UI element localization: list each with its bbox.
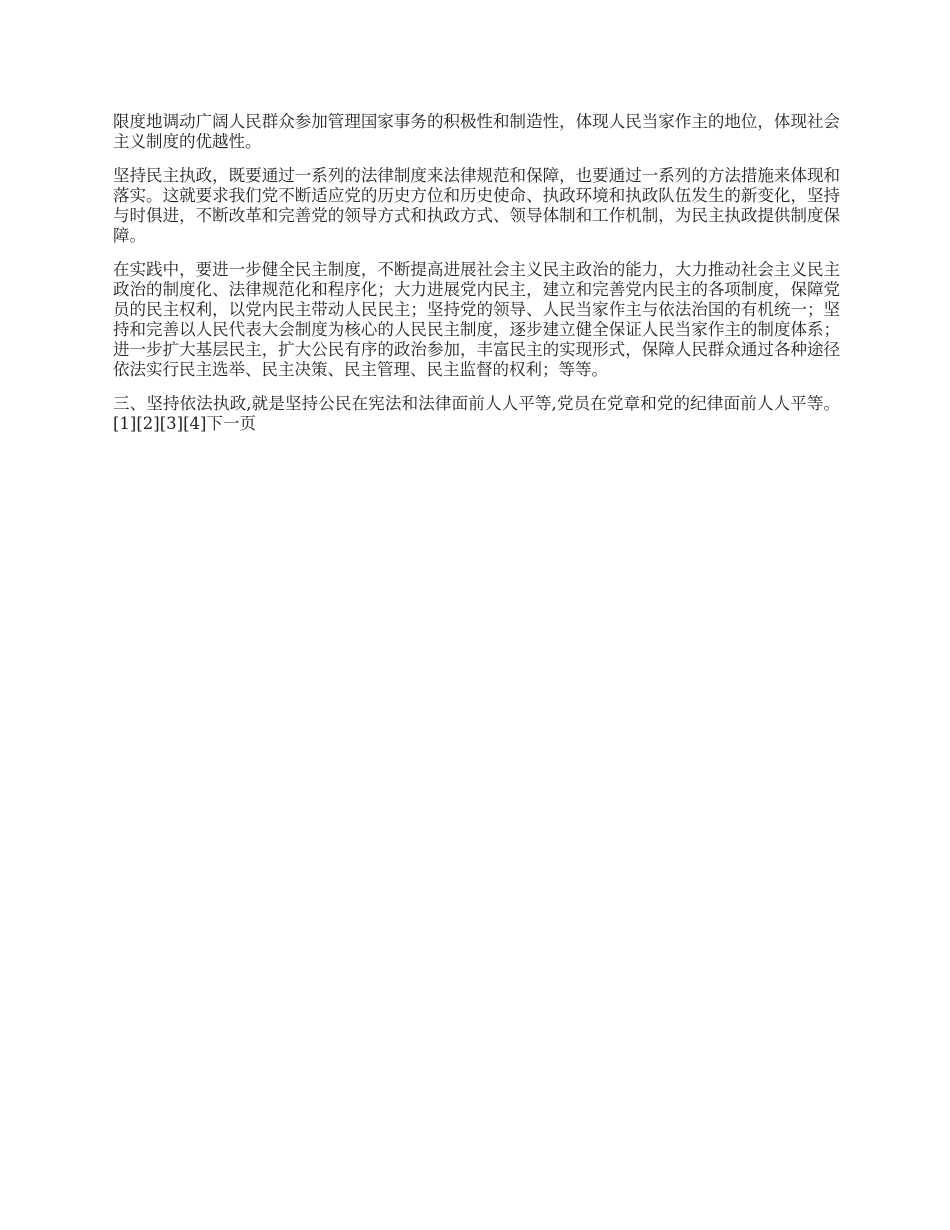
paragraph-1: 限度地调动广阔人民群众参加管理国家事务的积极性和制造性，体现人民当家作主的地位，体现社会主义制度的优越性。 (113, 112, 840, 151)
next-page-link[interactable]: 下一页 (206, 414, 256, 433)
page-link-3[interactable]: [3] (159, 414, 184, 433)
document-body (113, 112, 840, 448)
page-link-4[interactable]: [4] (183, 414, 207, 433)
page-link-2[interactable]: [2] (136, 414, 160, 433)
page-link-1[interactable]: [1] (113, 414, 137, 433)
paragraph-3: 在实践中，要进一步健全民主制度，不断提高进展社会主义民主政治的能力，大力推动社会主义民主政治的制度化、法律规范化和程序化；大力进展党内民主，建立和完善党内民主的各项制度，保障党员的民主权利，以党内民主带动人民民主；坚持党的领导、人民当家作主与依法治国的有机统一；坚持和完善以人民代表大会制度为核心的人民民主制度，逐步建立健全保证人民当家作主的制度体系；进一步扩大基层民主，扩大公民有序的政治参加，丰富民主的实现形式，保障人民群众通过各种途径依法实行民主选举、民主决策、民主管理、民主监督的权利；等等。 (113, 260, 840, 379)
paragraph-4-text: 三、坚持依法执政,就是坚持公民在宪法和法律面前人人平等,党员在党章和党的纪律面前人人平等。 (113, 394, 840, 413)
paragraph-4 (113, 394, 840, 434)
paragraph-2: 坚持民主执政，既要通过一系列的法律制度来法律规范和保障，也要通过一系列的方法措施来体现和落实。这就要求我们党不断适应党的历史方位和历史使命、执政环境和执政队伍发生的新变化，坚持与时俱进，不断改革和完善党的领导方式和执政方式、领导体制和工作机制，为民主执政提供制度保障。 (113, 166, 840, 245)
